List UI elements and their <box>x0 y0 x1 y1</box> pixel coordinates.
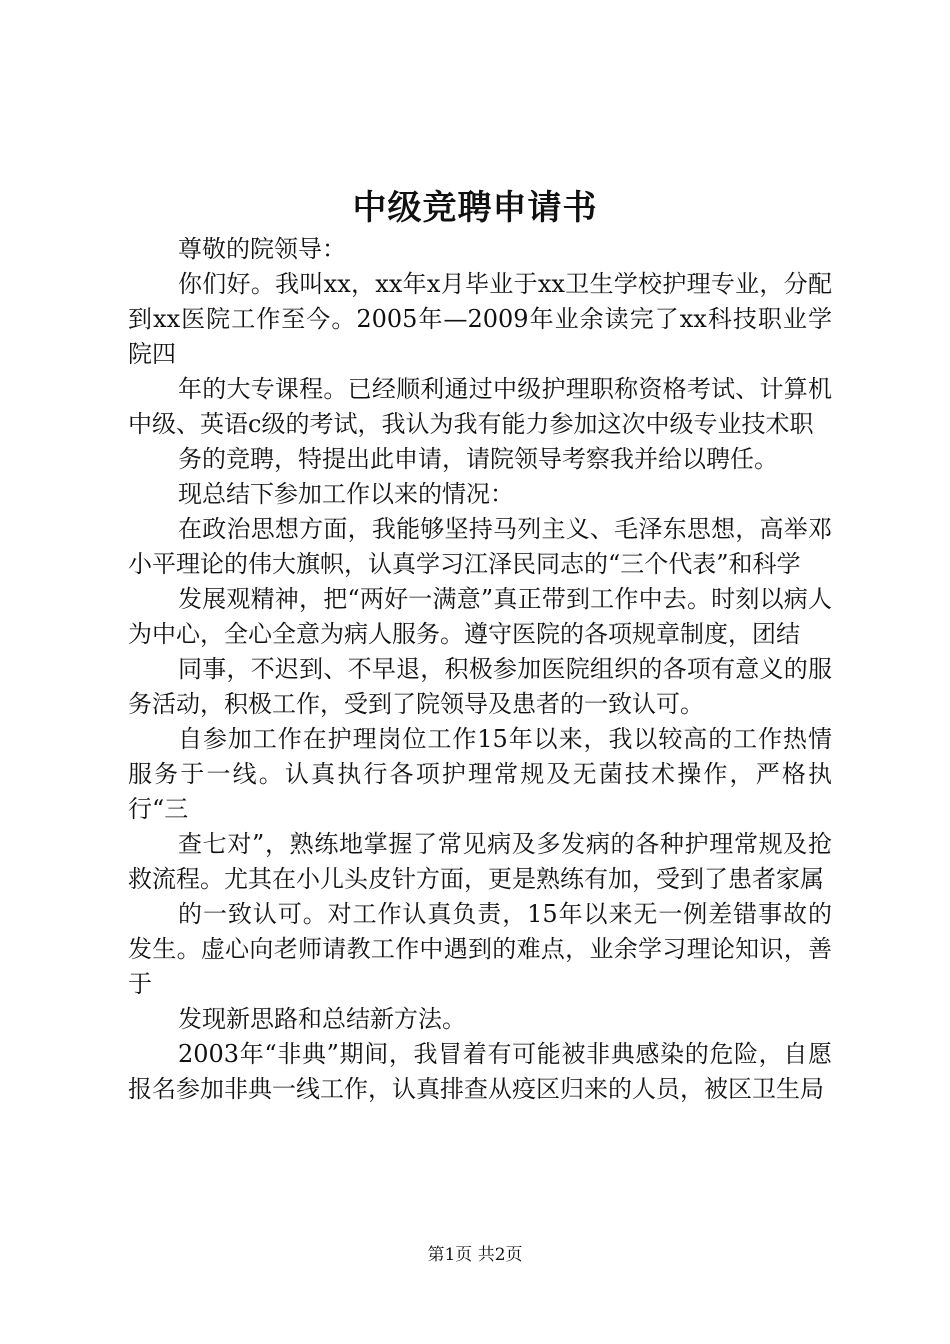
paragraph-skills: 查七对”，熟练地掌握了常见病及多发病的各种护理常规及抢救流程。尤其在小儿头皮针方面，更是熟练有加，受到了患者家属 <box>128 830 832 893</box>
paragraph-sars: 2003年“非典”期间，我冒着有可能被非典感染的危险，自愿报名参加非典一线工作，认真排查从疫区归来的人员，被区卫生局 <box>128 1040 832 1103</box>
document-title: 中级竞聘申请书 <box>352 188 598 228</box>
paragraph-summary-heading: 现总结下参加工作以来的情况： <box>178 480 514 508</box>
document-body <box>128 232 832 1107</box>
page-number-footer: 第1页 共2页 <box>427 1245 523 1265</box>
paragraph-salutation: 尊敬的院领导： <box>178 235 346 263</box>
paragraph-introduction: 你们好。我叫xx，xx年x月毕业于xx卫生学校护理专业，分配到xx医院工作至今。2005年—2009年业余读完了xx科技职业学院四 <box>128 270 832 368</box>
paragraph-political: 在政治思想方面，我能够坚持马列主义、毛泽东思想，高举邓小平理论的伟大旗帜，认真学习江泽民同志的“三个代表”和科学 <box>128 515 832 578</box>
paragraph-responsibility: 的一致认可。对工作认真负责，15年以来无一例差错事故的发生。虚心向老师请教工作中遇到的难点，业余学习理论知识，善于 <box>128 900 832 998</box>
paragraph-colleagues: 同事，不迟到、不早退，积极参加医院组织的各项有意义的服务活动，积极工作，受到了院领导及患者的一致认可。 <box>128 655 832 718</box>
paragraph-nursing-work: 自参加工作在护理岗位工作15年以来，我以较高的工作热情服务于一线。认真执行各项护理常规及无菌技术操作，严格执行“三 <box>128 725 832 823</box>
paragraph-qualifications: 年的大专课程。已经顺利通过中级护理职称资格考试、计算机中级、英语c级的考试，我认为我有能力参加这次中级专业技术职 <box>128 375 832 438</box>
paragraph-application: 务的竞聘，特提出此申请，请院领导考察我并给以聘任。 <box>178 445 778 473</box>
paragraph-methods: 发现新思路和总结新方法。 <box>178 1005 466 1033</box>
paragraph-service: 发展观精神，把“两好一满意”真正带到工作中去。时刻以病人为中心，全心全意为病人服务。遵守医院的各项规章制度，团结 <box>128 585 832 648</box>
